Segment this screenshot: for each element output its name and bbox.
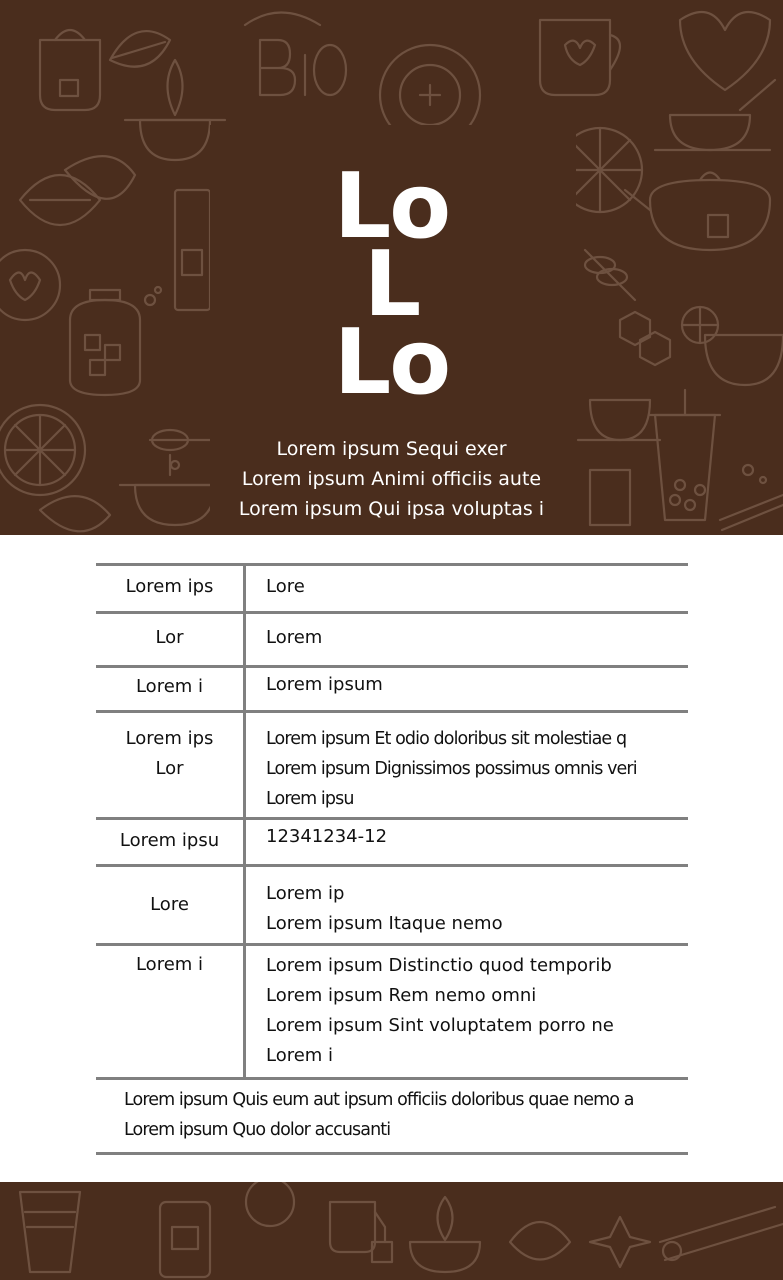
row-key: Lore xyxy=(96,867,246,943)
row-value: 12341234-12 xyxy=(266,826,388,847)
table-row xyxy=(96,563,688,611)
title-line: Lo xyxy=(333,310,450,415)
row-key: Lorem ipsu xyxy=(96,820,246,864)
row-key: Lor xyxy=(96,614,246,665)
table-row xyxy=(96,943,688,1077)
footnote: Lorem ipsum Quis eum aut ipsum officiis doloribus quae nemo a Lorem ipsum Quo dolor accusanti xyxy=(96,1077,688,1155)
subtitle-line: Lorem ipsum Qui ipsa voluptas i xyxy=(238,498,545,520)
row-key: Lorem ips xyxy=(96,566,246,611)
title-line: L xyxy=(363,232,420,337)
row-value: Lorem ip Lorem ipsum Itaque nemo xyxy=(266,883,503,934)
row-key: Lorem ips Lor xyxy=(96,713,246,817)
row-value: Lorem xyxy=(266,627,323,648)
table-row xyxy=(96,611,688,665)
brand-subtitle xyxy=(0,434,783,524)
row-value: Lorem ipsum Distinctio quod temporib Lorem ipsum Rem nemo omni Lorem ipsum Sint voluptatem porro ne Lorem i xyxy=(266,955,614,1066)
product-info-table xyxy=(96,563,688,1155)
table-row xyxy=(96,665,688,710)
table-row xyxy=(96,864,688,943)
title-line: Lo xyxy=(333,154,450,259)
subtitle-line: Lorem ipsum Animi officiis aute xyxy=(241,468,542,490)
row-key: Lorem i xyxy=(96,946,246,1077)
header-banner xyxy=(0,0,783,535)
row-key: Lorem i xyxy=(96,668,246,710)
row-value: Lorem ipsum xyxy=(266,674,383,695)
row-value: Lore xyxy=(266,576,305,597)
table-row xyxy=(96,710,688,817)
tea-pattern-footer xyxy=(0,1182,783,1280)
table-row xyxy=(96,817,688,864)
brand-title xyxy=(0,154,783,415)
subtitle-line: Lorem ipsum Sequi exer xyxy=(276,438,507,460)
footer-banner xyxy=(0,1182,783,1280)
row-value: Lorem ipsum Et odio doloribus sit molestiae q Lorem ipsum Dignissimos possimus omnis veri Lorem ipsu xyxy=(266,729,637,809)
